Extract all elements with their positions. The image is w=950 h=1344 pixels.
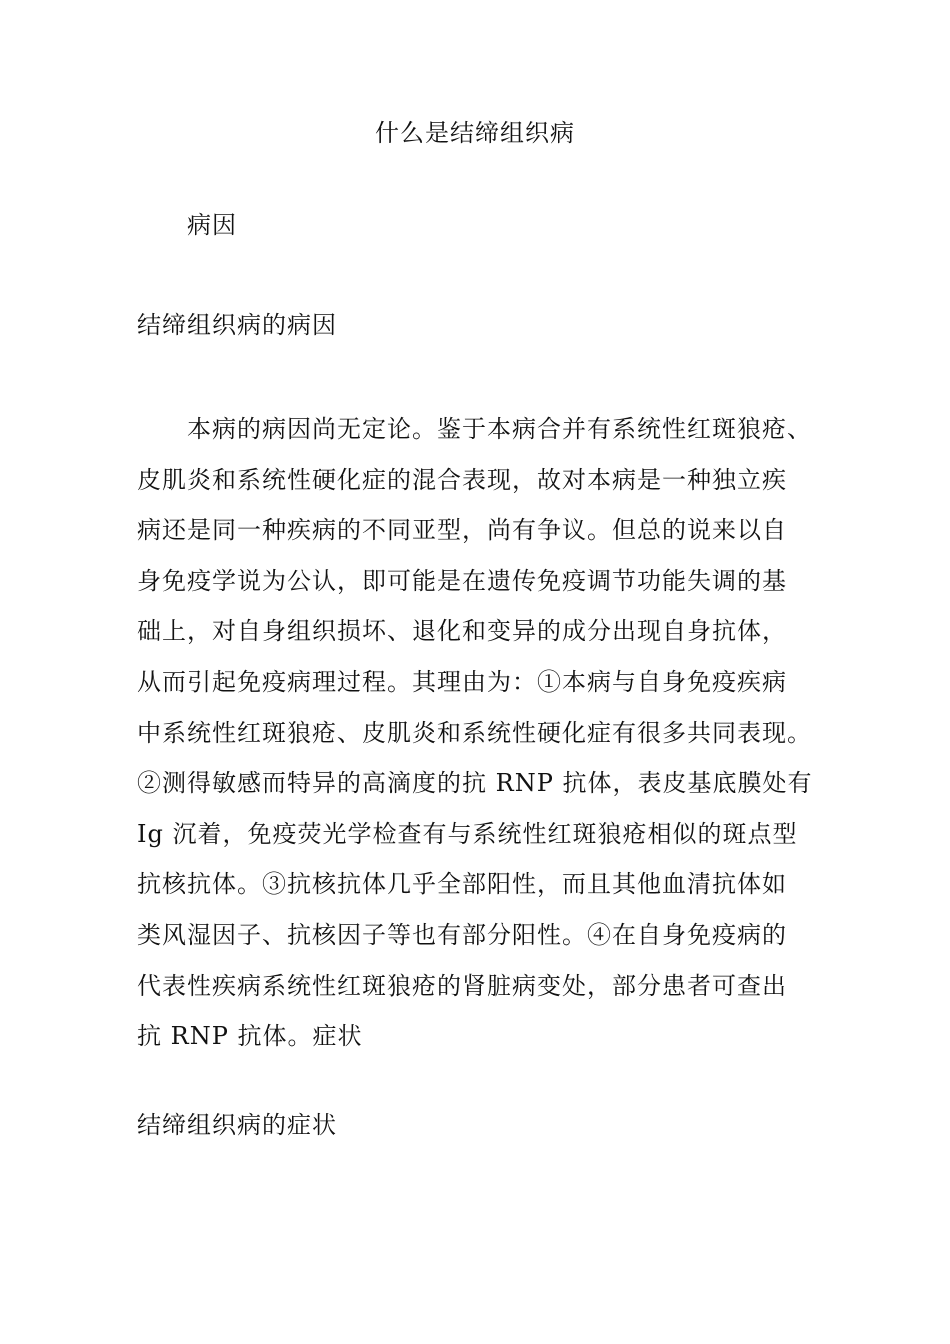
paragraph-line: 本病的病因尚无定论。鉴于本病合并有系统性红斑狼疮、 <box>187 415 812 443</box>
subheading-cause: 结缔组织病的病因 <box>137 311 337 339</box>
document-title: 什么是结缔组织病 <box>375 119 575 147</box>
paragraph-line: 身免疫学说为公认，即可能是在遗传免疫调节功能失调的基 <box>137 566 787 595</box>
section-label-cause: 病因 <box>187 211 237 239</box>
paragraph-line: Ig 沉着，免疫荧光学检查有与系统性红斑狼疮相似的斑点型 <box>137 819 798 848</box>
paragraph-line: 从而引起免疫病理过程。其理由为：①本病与自身免疫疾病 <box>137 667 787 696</box>
paragraph-line: 病还是同一种疾病的不同亚型，尚有争议。但总的说来以自 <box>137 516 787 545</box>
paragraph-line: 础上，对自身组织损坏、退化和变异的成分出现自身抗体， <box>137 617 787 646</box>
paragraph-line: ②测得敏感而特异的高滴度的抗 RNP 抗体，表皮基底膜处有 <box>137 769 813 798</box>
paragraph-line: 皮肌炎和系统性硬化症的混合表现，故对本病是一种独立疾 <box>137 465 787 494</box>
paragraph-line: 抗核抗体。③抗核抗体几乎全部阳性，而且其他血清抗体如 <box>137 870 787 899</box>
paragraph-line: 代表性疾病系统性红斑狼疮的肾脏病变处，部分患者可查出 <box>137 971 787 1000</box>
paragraph-line: 抗 RNP 抗体。症状 <box>137 1022 363 1051</box>
paragraph-line: 类风湿因子、抗核因子等也有部分阳性。④在自身免疫病的 <box>137 920 787 949</box>
cause-paragraph <box>137 404 837 1062</box>
subheading-symptoms: 结缔组织病的症状 <box>137 1111 337 1139</box>
paragraph-line: 中系统性红斑狼疮、皮肌炎和系统性硬化症有很多共同表现。 <box>137 718 812 747</box>
